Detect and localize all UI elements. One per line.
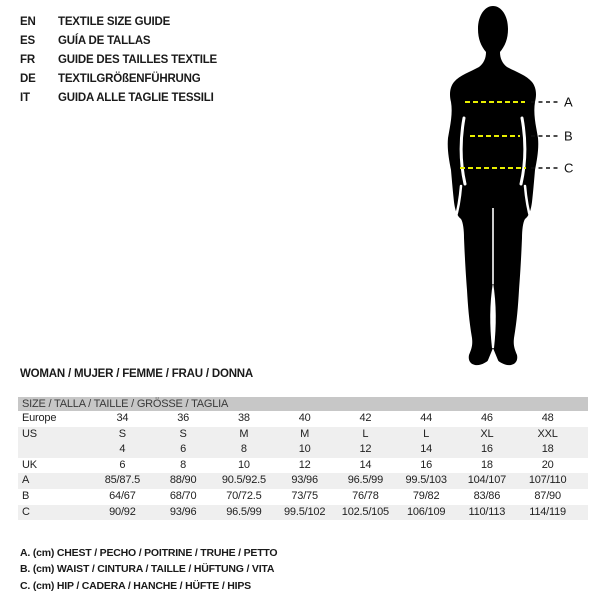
table-cell: 10 [237,458,250,471]
table-cell: 68/70 [169,489,197,502]
row-label: A [22,474,30,487]
table-cell: 96.5/99 [226,505,262,518]
table-cell: 16 [480,443,493,456]
table-cell: 106/109 [406,505,446,518]
language-row [20,51,217,70]
waist-label: B [564,128,573,144]
table-cell: 93/96 [291,474,318,487]
table-cell: 102.5/105 [341,505,389,518]
chest-label: A [564,94,573,110]
language-code: EN [20,16,36,28]
language-row [20,70,217,89]
row-label: C [22,505,30,518]
legend-waist: B. (cm) WAIST / CINTURA / TAILLE / HÜFTUNG / VITA [20,563,275,576]
row-label: US [22,427,37,440]
table-cell: 90/92 [109,505,136,518]
table-row [18,489,588,505]
table-cell: S [118,427,126,440]
table-cell: 6 [119,458,126,471]
table-row [18,442,588,458]
table-cell: 46 [480,412,493,424]
table-cell: 73/75 [291,489,318,502]
table-cell: 93/96 [169,505,197,518]
table-cell: 48 [541,412,554,424]
table-cell: 76/78 [352,489,379,502]
language-title: GUÍA DE TALLAS [58,35,151,47]
language-row [20,89,217,108]
language-row [20,13,217,32]
table-cell: 114/119 [529,505,566,518]
row-label: UK [22,458,37,471]
table-cell: 14 [359,458,372,471]
table-row [18,411,588,427]
legend-hip: C. (cm) HIP / CADERA / HANCHE / HÜFTE / HIPS [20,579,251,592]
woman-silhouette-figure [425,2,600,370]
size-table-rows [18,411,588,520]
table-cell: 8 [180,458,187,471]
table-cell: XL [480,427,494,440]
table-cell: 34 [116,412,129,424]
language-code: ES [20,35,35,47]
table-row [18,505,588,521]
table-cell: 79/82 [412,489,440,502]
table-cell: 4 [119,443,126,456]
row-label [18,442,92,458]
leg-gap-upper [492,208,494,284]
table-cell: 6 [180,443,187,456]
language-title: GUIDA ALLE TAGLIE TESSILI [58,92,214,104]
row-label: Europe [22,412,57,424]
language-title: TEXTILGRÖßENFÜHRUNG [58,73,201,85]
table-cell: L [423,427,430,440]
table-cell: 40 [298,412,311,424]
table-cell: 110/113 [468,505,506,518]
table-group-title: WOMAN / MUJER / FEMME / FRAU / DONNA [20,368,254,380]
table-cell: 96.5/99 [347,474,384,487]
table-cell: 87/90 [534,489,561,502]
language-code: IT [20,92,30,104]
table-cell: 12 [359,443,372,456]
table-cell: 14 [420,443,433,456]
table-cell: 83/86 [473,489,501,502]
table-cell: 44 [420,412,433,424]
table-cell: 20 [541,458,554,471]
language-code: FR [20,54,35,66]
table-cell: 16 [420,458,433,471]
legend-chest: A. (cm) CHEST / PECHO / POITRINE / TRUHE / PETTO [20,547,278,559]
table-cell: 42 [359,412,372,424]
table-row [18,473,588,489]
table-cell: M [239,427,249,440]
table-cell: 70/72.5 [226,489,262,502]
measurement-legend [20,545,277,594]
table-cell: S [179,427,187,440]
table-cell: 64/67 [109,489,136,502]
language-title: GUIDE DES TAILLES TEXTILE [58,54,217,66]
table-cell: 12 [298,458,311,471]
table-cell: M [300,427,310,440]
language-row [20,32,217,51]
table-cell: 18 [541,443,554,456]
hip-label: C [564,160,574,176]
table-cell: 90.5/92.5 [221,474,266,487]
size-table [18,397,588,520]
size-table-header: SIZE / TALLA / TAILLE / GRÖSSE / TAGLIA [18,397,588,411]
table-row [18,458,588,474]
table-cell: XXL [537,427,558,440]
table-cell: 88/90 [169,474,197,487]
table-cell: 36 [177,412,190,424]
table-cell: 99.5/102 [284,505,326,518]
language-code: DE [20,73,36,85]
table-cell: 38 [237,412,250,424]
row-label: B [22,489,30,502]
table-cell: 104/107 [467,474,507,487]
table-cell: 85/87.5 [104,474,141,487]
table-row [18,427,588,443]
table-cell: 8 [240,443,247,456]
language-title: TEXTILE SIZE GUIDE [58,16,171,28]
table-cell: L [362,427,369,440]
table-cell: 10 [298,443,311,456]
table-cell: 18 [480,458,493,471]
table-cell: 107/110 [528,474,567,487]
language-header [20,13,217,108]
table-cell: 99.5/103 [405,474,447,487]
